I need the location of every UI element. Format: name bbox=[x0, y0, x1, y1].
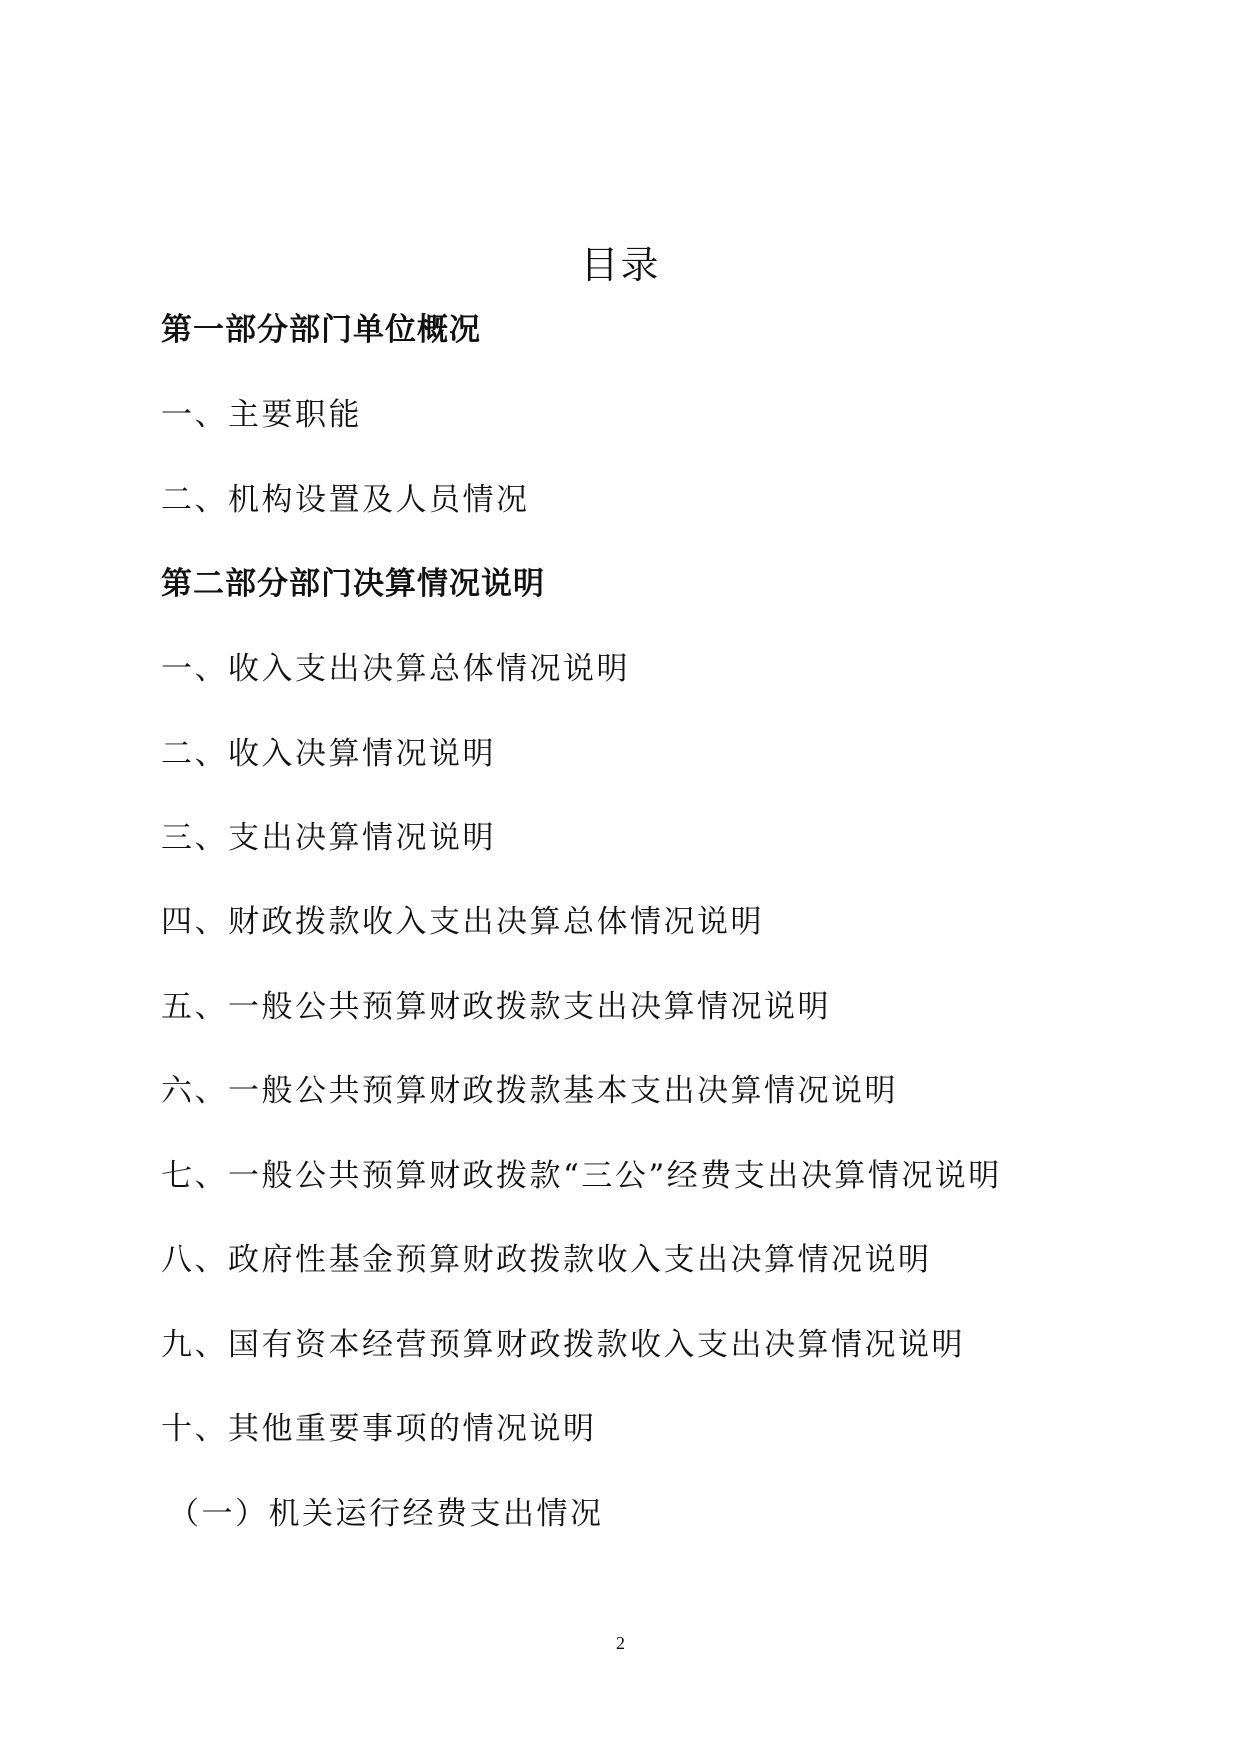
toc-item-other-matters[interactable]: 十、其他重要事项的情况说明 bbox=[161, 1411, 597, 1447]
toc-item-organization-staff[interactable]: 二、机构设置及人员情况 bbox=[161, 482, 530, 518]
toc-item-general-budget-expense[interactable]: 五、一般公共预算财政拨款支出决算情况说明 bbox=[161, 989, 831, 1025]
toc-item-income-expense-overall[interactable]: 一、收入支出决算总体情况说明 bbox=[161, 651, 630, 687]
toc-item-government-fund[interactable]: 八、政府性基金预算财政拨款收入支出决算情况说明 bbox=[161, 1242, 932, 1278]
toc-item-income[interactable]: 二、收入决算情况说明 bbox=[161, 736, 496, 772]
toc-item-main-functions[interactable]: 一、主要职能 bbox=[161, 397, 362, 433]
toc-part-2[interactable]: 第二部分部门决算情况说明 bbox=[161, 566, 545, 602]
toc-item-expense[interactable]: 三、支出决算情况说明 bbox=[161, 820, 496, 856]
page-title: 目录 bbox=[580, 243, 661, 288]
page-number: 2 bbox=[616, 1633, 625, 1653]
toc-item-state-capital[interactable]: 九、国有资本经营预算财政拨款收入支出决算情况说明 bbox=[161, 1327, 965, 1363]
toc-item-general-budget-basic-expense[interactable]: 六、一般公共预算财政拨款基本支出决算情况说明 bbox=[161, 1073, 898, 1109]
toc-subitem-operating-expenses[interactable]: （一）机关运行经费支出情况 bbox=[168, 1496, 604, 1532]
toc-item-three-public-expenses[interactable]: 七、一般公共预算财政拨款“三公”经费支出决算情况说明 bbox=[161, 1158, 1002, 1194]
toc-part-1[interactable]: 第一部分部门单位概况 bbox=[161, 312, 481, 348]
toc-item-fiscal-appropriation-overall[interactable]: 四、财政拨款收入支出决算总体情况说明 bbox=[161, 904, 764, 940]
